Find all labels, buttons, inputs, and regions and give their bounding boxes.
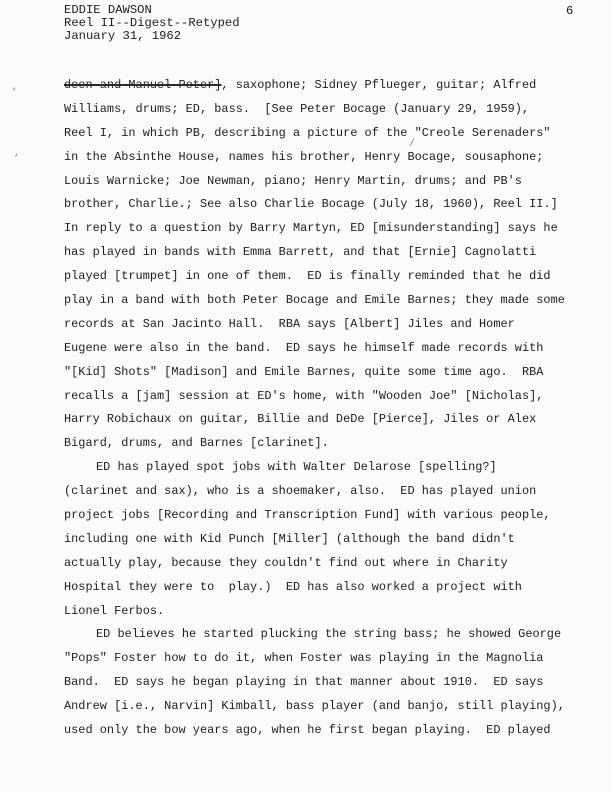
text-line: project jobs [Recording and Transcription Fund] with various people,	[64, 508, 551, 523]
header-name: EDDIE DAWSON	[64, 3, 152, 17]
text-line: Louis Warnicke; Joe Newman, piano; Henry Martin, drums; and PB's	[64, 173, 522, 188]
text-line: Williams, drums; ED, bass. [See Peter Bocage (January 29, 1959),	[64, 101, 530, 116]
text-line: played [trumpet] in one of them. ED is finally reminded that he did	[64, 269, 551, 284]
header-date: January 31, 1962	[64, 29, 182, 43]
text-line: (clarinet and sax), who is a shoemaker, also. ED has played union	[64, 484, 537, 499]
text-line	[64, 74, 564, 98]
text-line: Bigard, drums, and Barnes [clarinet].	[64, 436, 329, 451]
document-body	[64, 74, 564, 743]
text-line: recalls a [jam] session at ED's home, with "Wooden Joe" [Nicholas],	[64, 388, 544, 403]
text-line: Harry Robichaux on guitar, Billie and DeDe [Pierce], Jiles or Alex	[64, 412, 537, 427]
text-line: Eugene were also in the band. ED says he himself made records with	[64, 340, 544, 355]
margin-mark: /	[409, 139, 416, 150]
text-line: actually play, because they couldn't find out where in Charity	[64, 555, 508, 570]
text-line: ED believes he started plucking the string bass; he showed George	[96, 627, 562, 642]
text-line: including one with Kid Punch [Miller] (although the band didn't	[64, 531, 515, 546]
page-header	[64, 4, 240, 43]
header-reel: Reel II--Digest--Retyped	[64, 16, 240, 30]
line-text: , saxophone; Sidney Pflueger, guitar; Alfred	[221, 78, 537, 92]
page-number: 6	[566, 4, 574, 18]
struck-text: deen and Manuel Peter]	[64, 78, 222, 92]
margin-mark: ,	[14, 148, 21, 159]
text-line: "Pops" Foster how to do it, when Foster was playing in the Magnolia	[64, 651, 544, 666]
text-line: "[Kid] Shots" [Madison] and Emile Barnes, quite some time ago. RBA	[64, 364, 544, 379]
text-line: records at San Jacinto Hall. RBA says [Albert] Jiles and Homer	[64, 316, 515, 331]
text-line: In reply to a question by Barry Martyn, ED [misunderstanding] says he	[64, 221, 558, 236]
text-line: used only the bow years ago, when he first began playing. ED played	[64, 723, 551, 738]
text-line: play in a band with both Peter Bocage and Emile Barnes; they made some	[64, 293, 565, 308]
text-line: brother, Charlie.; See also Charlie Bocage (July 18, 1960), Reel II.]	[64, 197, 558, 212]
text-line: Hospital they were to play.) ED has also worked a project with	[64, 579, 522, 594]
text-line: in the Absinthe House, names his brother, Henry Bocage, sousaphone;	[64, 149, 544, 164]
text-line: ED has played spot jobs with Walter Delarose [spelling?]	[96, 460, 497, 475]
text-line: Band. ED says he began playing in that manner about 1910. ED says	[64, 675, 544, 690]
text-line: has played in bands with Emma Barrett, and that [Ernie] Cagnolatti	[64, 245, 537, 260]
text-line: Andrew [i.e., Narvin] Kimball, bass player (and banjo, still playing),	[64, 699, 565, 714]
margin-mark: '	[11, 88, 18, 99]
text-line: Reel I, in which PB, describing a picture of the "Creole Serenaders"	[64, 125, 551, 140]
text-line: Lionel Ferbos.	[64, 603, 165, 618]
